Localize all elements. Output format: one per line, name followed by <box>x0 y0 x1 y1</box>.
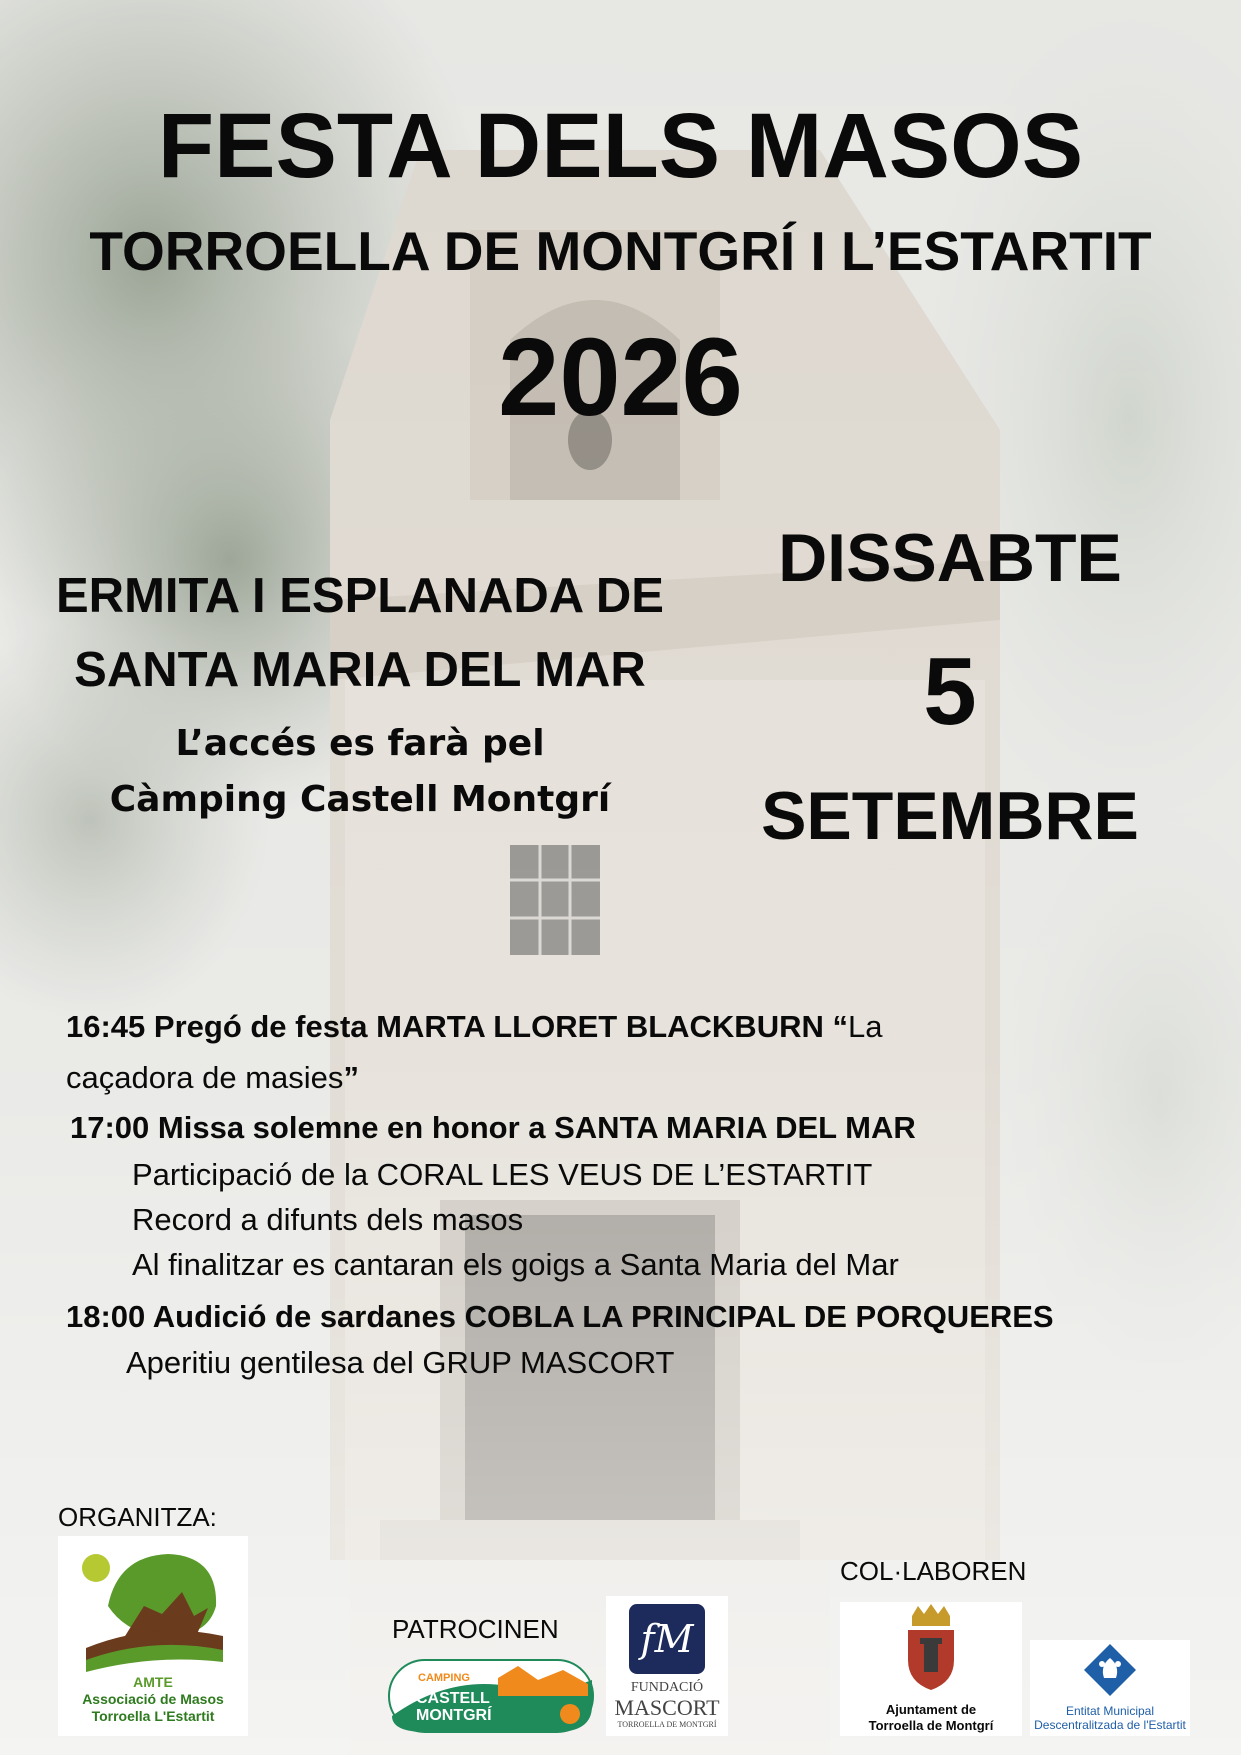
entitat-municipal-logo <box>1030 1640 1190 1736</box>
ajuntament-line-2: Torroella de Montgrí <box>868 1718 994 1733</box>
program-item-2-detail-1: Participació de la CORAL LES VEUS DE L’ESTARTIT <box>132 1157 873 1192</box>
col-laboren-label: COL·LABOREN <box>840 1556 1027 1586</box>
date-weekday: DISSABTE <box>778 520 1122 596</box>
ajuntament-line-1: Ajuntament de <box>885 1702 977 1717</box>
event-location-subtitle: TORROELLA DE MONTGRÍ I L’ESTARTIT <box>89 220 1152 282</box>
mascort-line-3: TORROELLA DE MONTGRÍ <box>617 1720 717 1729</box>
program-item-1 <box>66 1007 882 1047</box>
amte-emblem-icon <box>58 1536 248 1676</box>
amte-logo <box>58 1536 248 1736</box>
camping-castell-montgri-logo <box>388 1656 594 1736</box>
camping-name-line-2: MONTGRÍ <box>416 1707 492 1724</box>
municipal-shield-icon <box>840 1602 1022 1698</box>
event-title: FESTA DELS MASOS <box>157 95 1084 197</box>
patrocinen-label: PATROCINEN <box>392 1614 559 1644</box>
program-item-2-detail-3: Al finalitzar es cantaran els goigs a Santa Maria del Mar <box>132 1247 899 1282</box>
program-item-1-quote-start: La <box>847 1009 883 1044</box>
date-month: SETEMBRE <box>761 778 1139 854</box>
mascort-monogram-text: fM <box>640 1617 694 1661</box>
camping-small-label: CAMPING <box>418 1672 470 1684</box>
program-item-1-title: 16:45 Pregó de festa MARTA LLORET BLACKBURN “ <box>66 1009 848 1044</box>
amte-name: AMTE <box>133 1674 173 1690</box>
venue-line-2: SANTA MARIA DEL MAR <box>74 643 646 697</box>
amte-line-1: Associació de Masos <box>82 1691 224 1707</box>
mascort-monogram-icon <box>629 1604 705 1674</box>
event-year: 2026 <box>498 316 743 439</box>
fundacio-mascort-logo <box>606 1596 728 1736</box>
entitat-emblem-icon <box>1030 1640 1190 1700</box>
access-note-line-2: Càmping Castell Montgrí <box>109 779 611 820</box>
date-day: 5 <box>923 638 977 745</box>
program-item-1-close-quote: ” <box>343 1060 359 1095</box>
venue-line-1: ERMITA I ESPLANADA DE <box>56 569 664 623</box>
entitat-line-1: Entitat Municipal <box>1065 1704 1155 1718</box>
program-item-3-title: 18:00 Audició de sardanes COBLA LA PRINCIPAL DE PORQUERES <box>66 1299 1054 1334</box>
access-note-line-1: L’accés es farà pel <box>175 723 545 764</box>
entitat-line-2: Descentralitzada de l'Estartit <box>1034 1718 1186 1732</box>
program-item-2-title: 17:00 Missa solemne en honor a SANTA MARIA DEL MAR <box>70 1110 916 1145</box>
mascort-line-2: MASCORT <box>614 1695 720 1720</box>
amte-line-2: Torroella L'Estartit <box>91 1708 215 1724</box>
program-item-1-line-2 <box>66 1058 359 1098</box>
program-item-1-quote-end: caçadora de masies <box>66 1060 344 1095</box>
organitza-label: ORGANITZA: <box>58 1502 217 1532</box>
ajuntament-torroella-logo <box>840 1602 1022 1736</box>
program-item-3-detail-1: Aperitiu gentilesa del GRUP MASCORT <box>126 1345 675 1380</box>
mascort-line-1: FUNDACIÓ <box>630 1680 704 1695</box>
camping-name-line-1: CASTELL <box>416 1690 490 1707</box>
program-item-2-detail-2: Record a difunts dels masos <box>132 1202 524 1237</box>
